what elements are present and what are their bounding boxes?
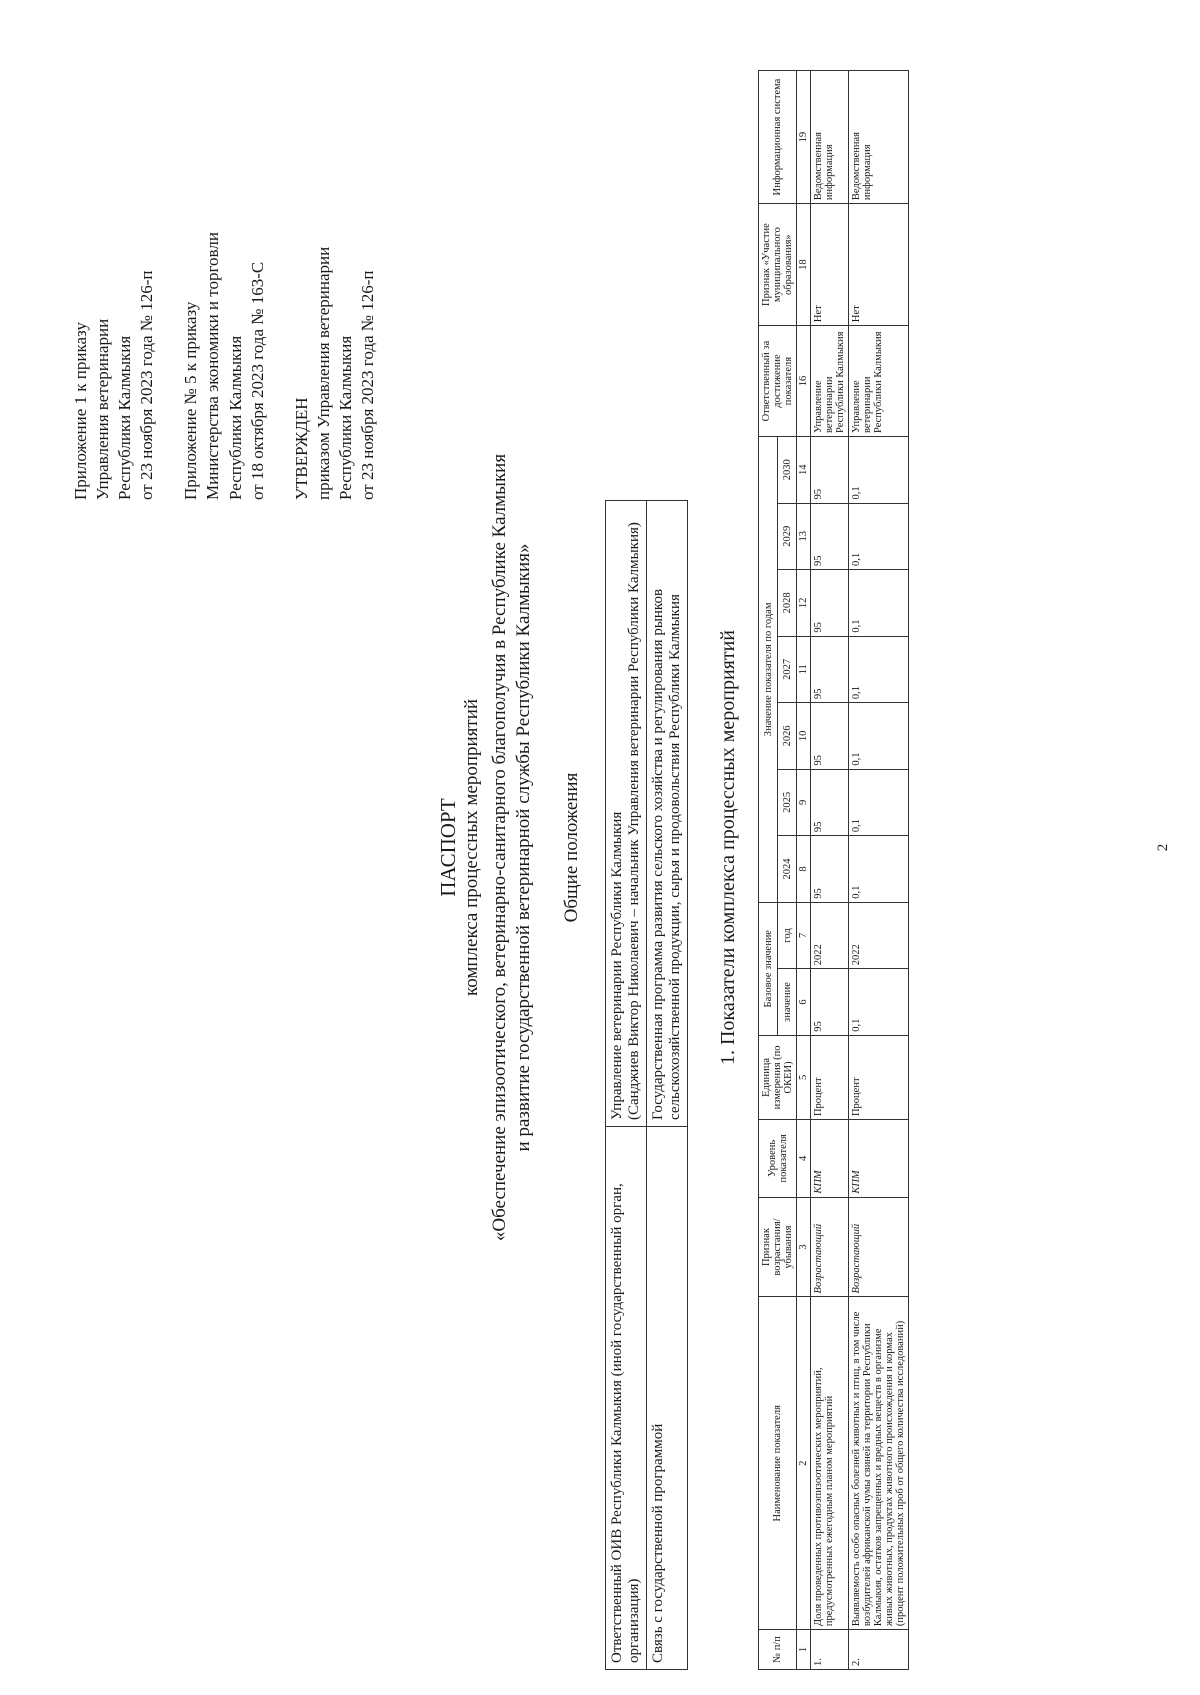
indicators-table	[758, 70, 909, 1670]
header-year: 2027	[778, 636, 797, 703]
cell-year-value: 0,1	[849, 570, 909, 637]
header-num: № п/п	[759, 1630, 797, 1670]
header-responsible: Ответственный за достижение показателя	[759, 326, 797, 437]
approval-group	[70, 232, 158, 500]
approval-line: от 23 ноября 2023 года № 126-п	[137, 270, 157, 500]
cell-municipal: Нет	[811, 204, 849, 326]
cell-base-value: 0,1	[849, 969, 909, 1036]
column-number: 11	[797, 636, 811, 703]
table-header-row	[759, 71, 778, 1670]
cell-unit: Процент	[849, 1035, 909, 1119]
header-unit: Единица измерения (по ОКЕИ)	[759, 1035, 797, 1119]
cell-base-value: 95	[811, 969, 849, 1036]
cell-num: 1.	[811, 1630, 849, 1670]
header-years-group: Значение показателя по годам	[759, 436, 778, 902]
approval-line: от 23 ноября 2023 года № 126-п	[358, 270, 378, 500]
table-row	[606, 501, 647, 1670]
header-year: 2030	[778, 436, 797, 503]
header-base-value: значение	[778, 969, 797, 1036]
cell-unit: Процент	[811, 1035, 849, 1119]
cell-name: Доля проведенных противоэпизоотических мероприятий, предусмотренных ежегодным планом мероприятий	[811, 1297, 849, 1630]
general-value-line: сельскохозяйственной продукции, сырья и продовольствия Республики Калмыкия	[667, 594, 683, 1120]
approval-line: от 18 октября 2023 года № 163-С	[247, 261, 267, 500]
cell-year-value: 0,1	[849, 503, 909, 570]
approval-line: приказом Управления ветеринарии	[313, 246, 333, 500]
cell-trend: Возрастающий	[811, 1197, 849, 1297]
program-name-line1: «Обеспечение эпизоотического, ветеринарно-санитарного благополучия в Республике Калмыкия	[489, 453, 510, 1242]
column-number: 4	[797, 1120, 811, 1198]
header-level: Уровень показателя	[759, 1120, 797, 1198]
approval-line: Республики Калмыкия	[115, 335, 135, 500]
cell-responsible: Управление ветеринарии Республики Калмыкия	[811, 326, 849, 437]
approval-group	[180, 232, 268, 500]
approval-line: Приложение № 5 к приказу	[181, 301, 201, 500]
cell-infosystem: Ведомственная информация	[811, 71, 849, 204]
cell-level: КПМ	[811, 1120, 849, 1198]
column-number: 7	[797, 902, 811, 969]
program-name-line2: и развитие государственной ветеринарной службы Республики Калмыкия»	[513, 543, 534, 1152]
header-year: 2026	[778, 703, 797, 770]
column-number: 6	[797, 969, 811, 1036]
header-base-year: год	[778, 902, 797, 969]
general-value-line: Управление ветеринарии Республики Калмыкия	[609, 811, 625, 1120]
approval-block	[70, 232, 401, 500]
column-number-row	[797, 71, 811, 1670]
header-infosystem: Информационная система	[759, 71, 797, 204]
general-value-line: Государственная программа развития сельского хозяйства и регулирования рынков	[650, 588, 666, 1120]
cell-municipal: Нет	[849, 204, 909, 326]
column-number: 14	[797, 436, 811, 503]
column-number: 3	[797, 1197, 811, 1297]
cell-year-value: 0,1	[849, 836, 909, 903]
column-number: 2	[797, 1297, 811, 1630]
table-row	[811, 71, 849, 1670]
column-number: 5	[797, 1035, 811, 1119]
cell-year-value: 95	[811, 436, 849, 503]
table-row	[647, 501, 688, 1670]
header-year: 2028	[778, 570, 797, 637]
header-name: Наименование показателя	[759, 1297, 797, 1630]
general-value	[647, 501, 688, 1127]
cell-year-value: 95	[811, 836, 849, 903]
header-trend: Признак возрастания/ убывания	[759, 1197, 797, 1297]
cell-infosystem: Ведомственная информация	[849, 71, 909, 204]
column-number: 12	[797, 570, 811, 637]
column-number: 16	[797, 326, 811, 437]
approval-group	[291, 232, 379, 500]
cell-year-value: 95	[811, 703, 849, 770]
column-number: 18	[797, 204, 811, 326]
header-year: 2029	[778, 503, 797, 570]
approval-line: Приложение 1 к приказу	[71, 322, 90, 500]
column-number: 1	[797, 1630, 811, 1670]
section-heading-general: Общие положения	[561, 772, 582, 923]
general-label: Связь с государственной программой	[647, 1127, 688, 1670]
header-base: Базовое значение	[759, 902, 778, 1035]
approval-line: Республики Калмыкия	[225, 335, 245, 500]
cell-year-value: 95	[811, 503, 849, 570]
column-number: 19	[797, 71, 811, 204]
table-row	[849, 71, 909, 1670]
column-number: 8	[797, 836, 811, 903]
general-label: Ответственный ОИВ Республики Калмыкия (иной государственный орган, организация)	[606, 1127, 647, 1670]
cell-year-value: 0,1	[849, 436, 909, 503]
document-title: ПАСПОРТ	[436, 798, 460, 897]
general-provisions-table	[605, 500, 688, 1670]
column-number: 9	[797, 769, 811, 836]
header-municipal: Признак «Участие муниципального образования»	[759, 204, 797, 326]
cell-year-value: 95	[811, 769, 849, 836]
cell-base-year: 2022	[811, 902, 849, 969]
approval-line: Управления ветеринарии	[93, 318, 113, 500]
cell-base-year: 2022	[849, 902, 909, 969]
section-heading-indicators: 1. Показатели комплекса процессных мероприятий	[717, 630, 739, 1066]
cell-year-value: 0,1	[849, 769, 909, 836]
cell-name: Выявляемость особо опасных болезней животных и птиц, в том числе возбудителей африканской чумы свиней на территории Республики Калмыкия, остатков запрещенных и вредных веществ в организме живых животных, продуктах животного происхождения и кормах (процент положительных проб от общего количества исследований)	[849, 1297, 909, 1630]
cell-year-value: 0,1	[849, 703, 909, 770]
cell-level: КПМ	[849, 1120, 909, 1198]
approval-line: Республики Калмыкия	[335, 335, 355, 500]
approval-line: Министерства экономики и торговли	[203, 232, 223, 500]
page-number: 2	[1155, 843, 1171, 852]
cell-year-value: 0,1	[849, 636, 909, 703]
cell-year-value: 95	[811, 636, 849, 703]
header-year: 2024	[778, 836, 797, 903]
header-year: 2025	[778, 769, 797, 836]
cell-trend: Возрастающий	[849, 1197, 909, 1297]
general-value-line: (Санджиев Виктор Николаевич – начальник Управления ветеринарии Республики Калмыкия)	[626, 522, 642, 1120]
column-number: 10	[797, 703, 811, 770]
cell-num: 2.	[849, 1630, 909, 1670]
cell-responsible: Управление ветеринарии Республики Калмыкия	[849, 326, 909, 437]
cell-year-value: 95	[811, 570, 849, 637]
column-number: 13	[797, 503, 811, 570]
document-subtitle: комплекса процессных мероприятий	[461, 698, 482, 997]
general-value	[606, 501, 647, 1127]
approval-line: УТВЕРЖДЕН	[291, 397, 311, 500]
